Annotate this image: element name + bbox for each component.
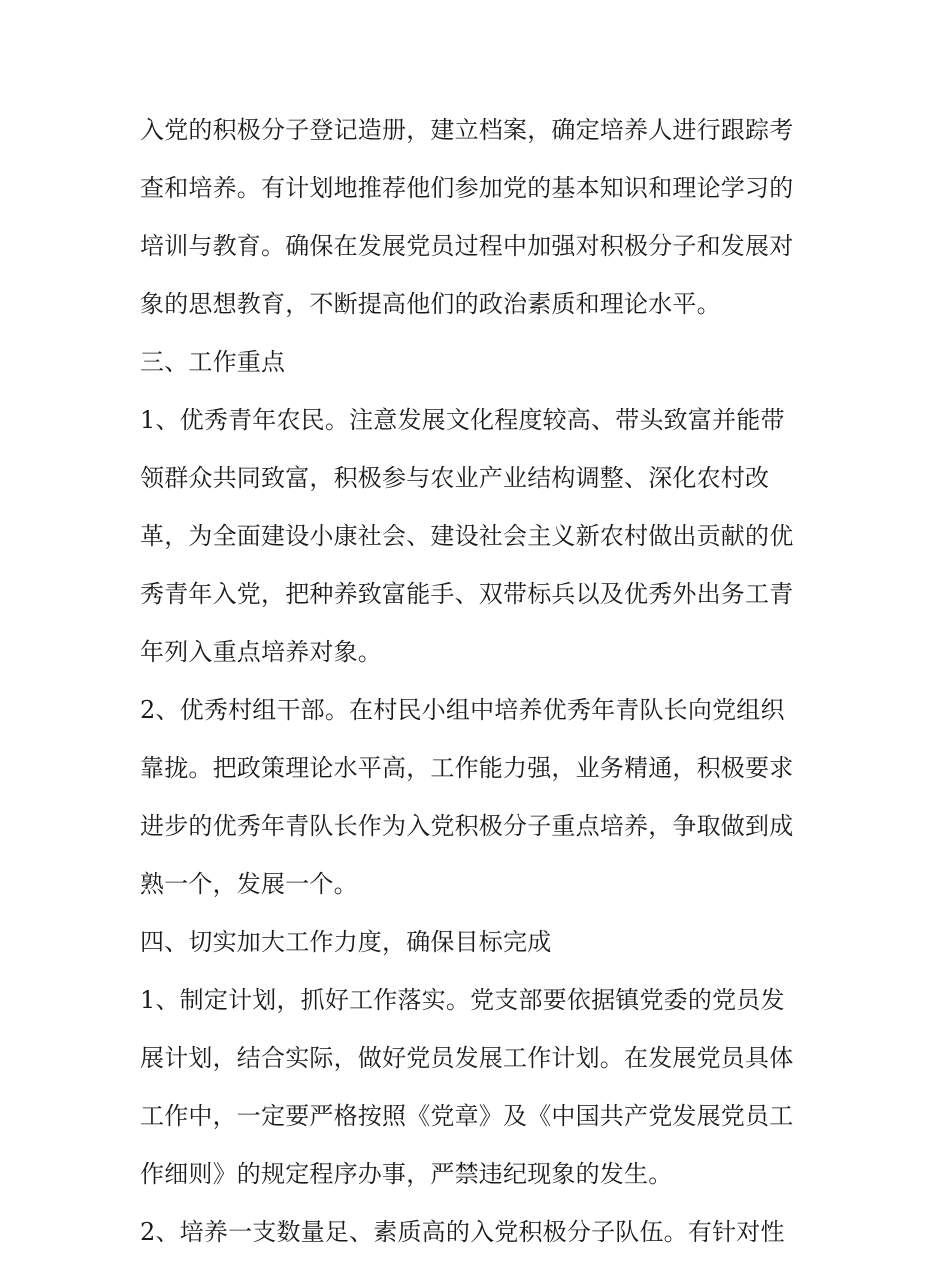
paragraph-line: 秀青年入党，把种养致富能手、双带标兵以及优秀外出务工青 bbox=[140, 580, 794, 608]
paragraph-line: 作细则》的规定程序办事，严禁违纪现象的发生。 bbox=[140, 1160, 673, 1188]
section-heading: 四、切实加大工作力度，确保目标完成 bbox=[140, 928, 552, 956]
paragraph-line: 1、优秀青年农民。注意发展文化程度较高、带头致富并能带 bbox=[140, 406, 785, 434]
paragraph-line: 革，为全面建设小康社会、建设社会主义新农村做出贡献的优 bbox=[140, 522, 794, 550]
paragraph-line: 1、制定计划，抓好工作落实。党支部要依据镇党委的党员发 bbox=[140, 986, 785, 1014]
paragraph-line: 培训与教育。确保在发展党员过程中加强对积极分子和发展对 bbox=[140, 232, 794, 260]
paragraph-line: 2、优秀村组干部。在村民小组中培养优秀年青队长向党组织 bbox=[140, 696, 785, 724]
document-body bbox=[140, 101, 820, 1261]
paragraph-line: 领群众共同致富，积极参与农业产业结构调整、深化农村改 bbox=[140, 464, 770, 492]
section-heading: 三、工作重点 bbox=[140, 348, 286, 376]
paragraph-line: 2、培养一支数量足、素质高的入党积极分子队伍。有针对性 bbox=[140, 1218, 785, 1246]
paragraph-line: 靠拢。把政策理论水平高，工作能力强，业务精通，积极要求 bbox=[140, 754, 794, 782]
paragraph-line: 查和培养。有计划地推荐他们参加党的基本知识和理论学习的 bbox=[140, 174, 794, 202]
paragraph-line: 展计划，结合实际，做好党员发展工作计划。在发展党员具体 bbox=[140, 1044, 794, 1072]
paragraph-line: 入党的积极分子登记造册，建立档案，确定培养人进行跟踪考 bbox=[140, 116, 794, 144]
paragraph-line: 进步的优秀年青队长作为入党积极分子重点培养，争取做到成 bbox=[140, 812, 794, 840]
paragraph-line: 象的思想教育，不断提高他们的政治素质和理论水平。 bbox=[140, 290, 721, 318]
paragraph-line: 工作中，一定要严格按照《党章》及《中国共产党发展党员工 bbox=[140, 1102, 794, 1130]
paragraph-line: 年列入重点培养对象。 bbox=[140, 638, 382, 666]
paragraph-line: 熟一个，发展一个。 bbox=[140, 870, 358, 898]
